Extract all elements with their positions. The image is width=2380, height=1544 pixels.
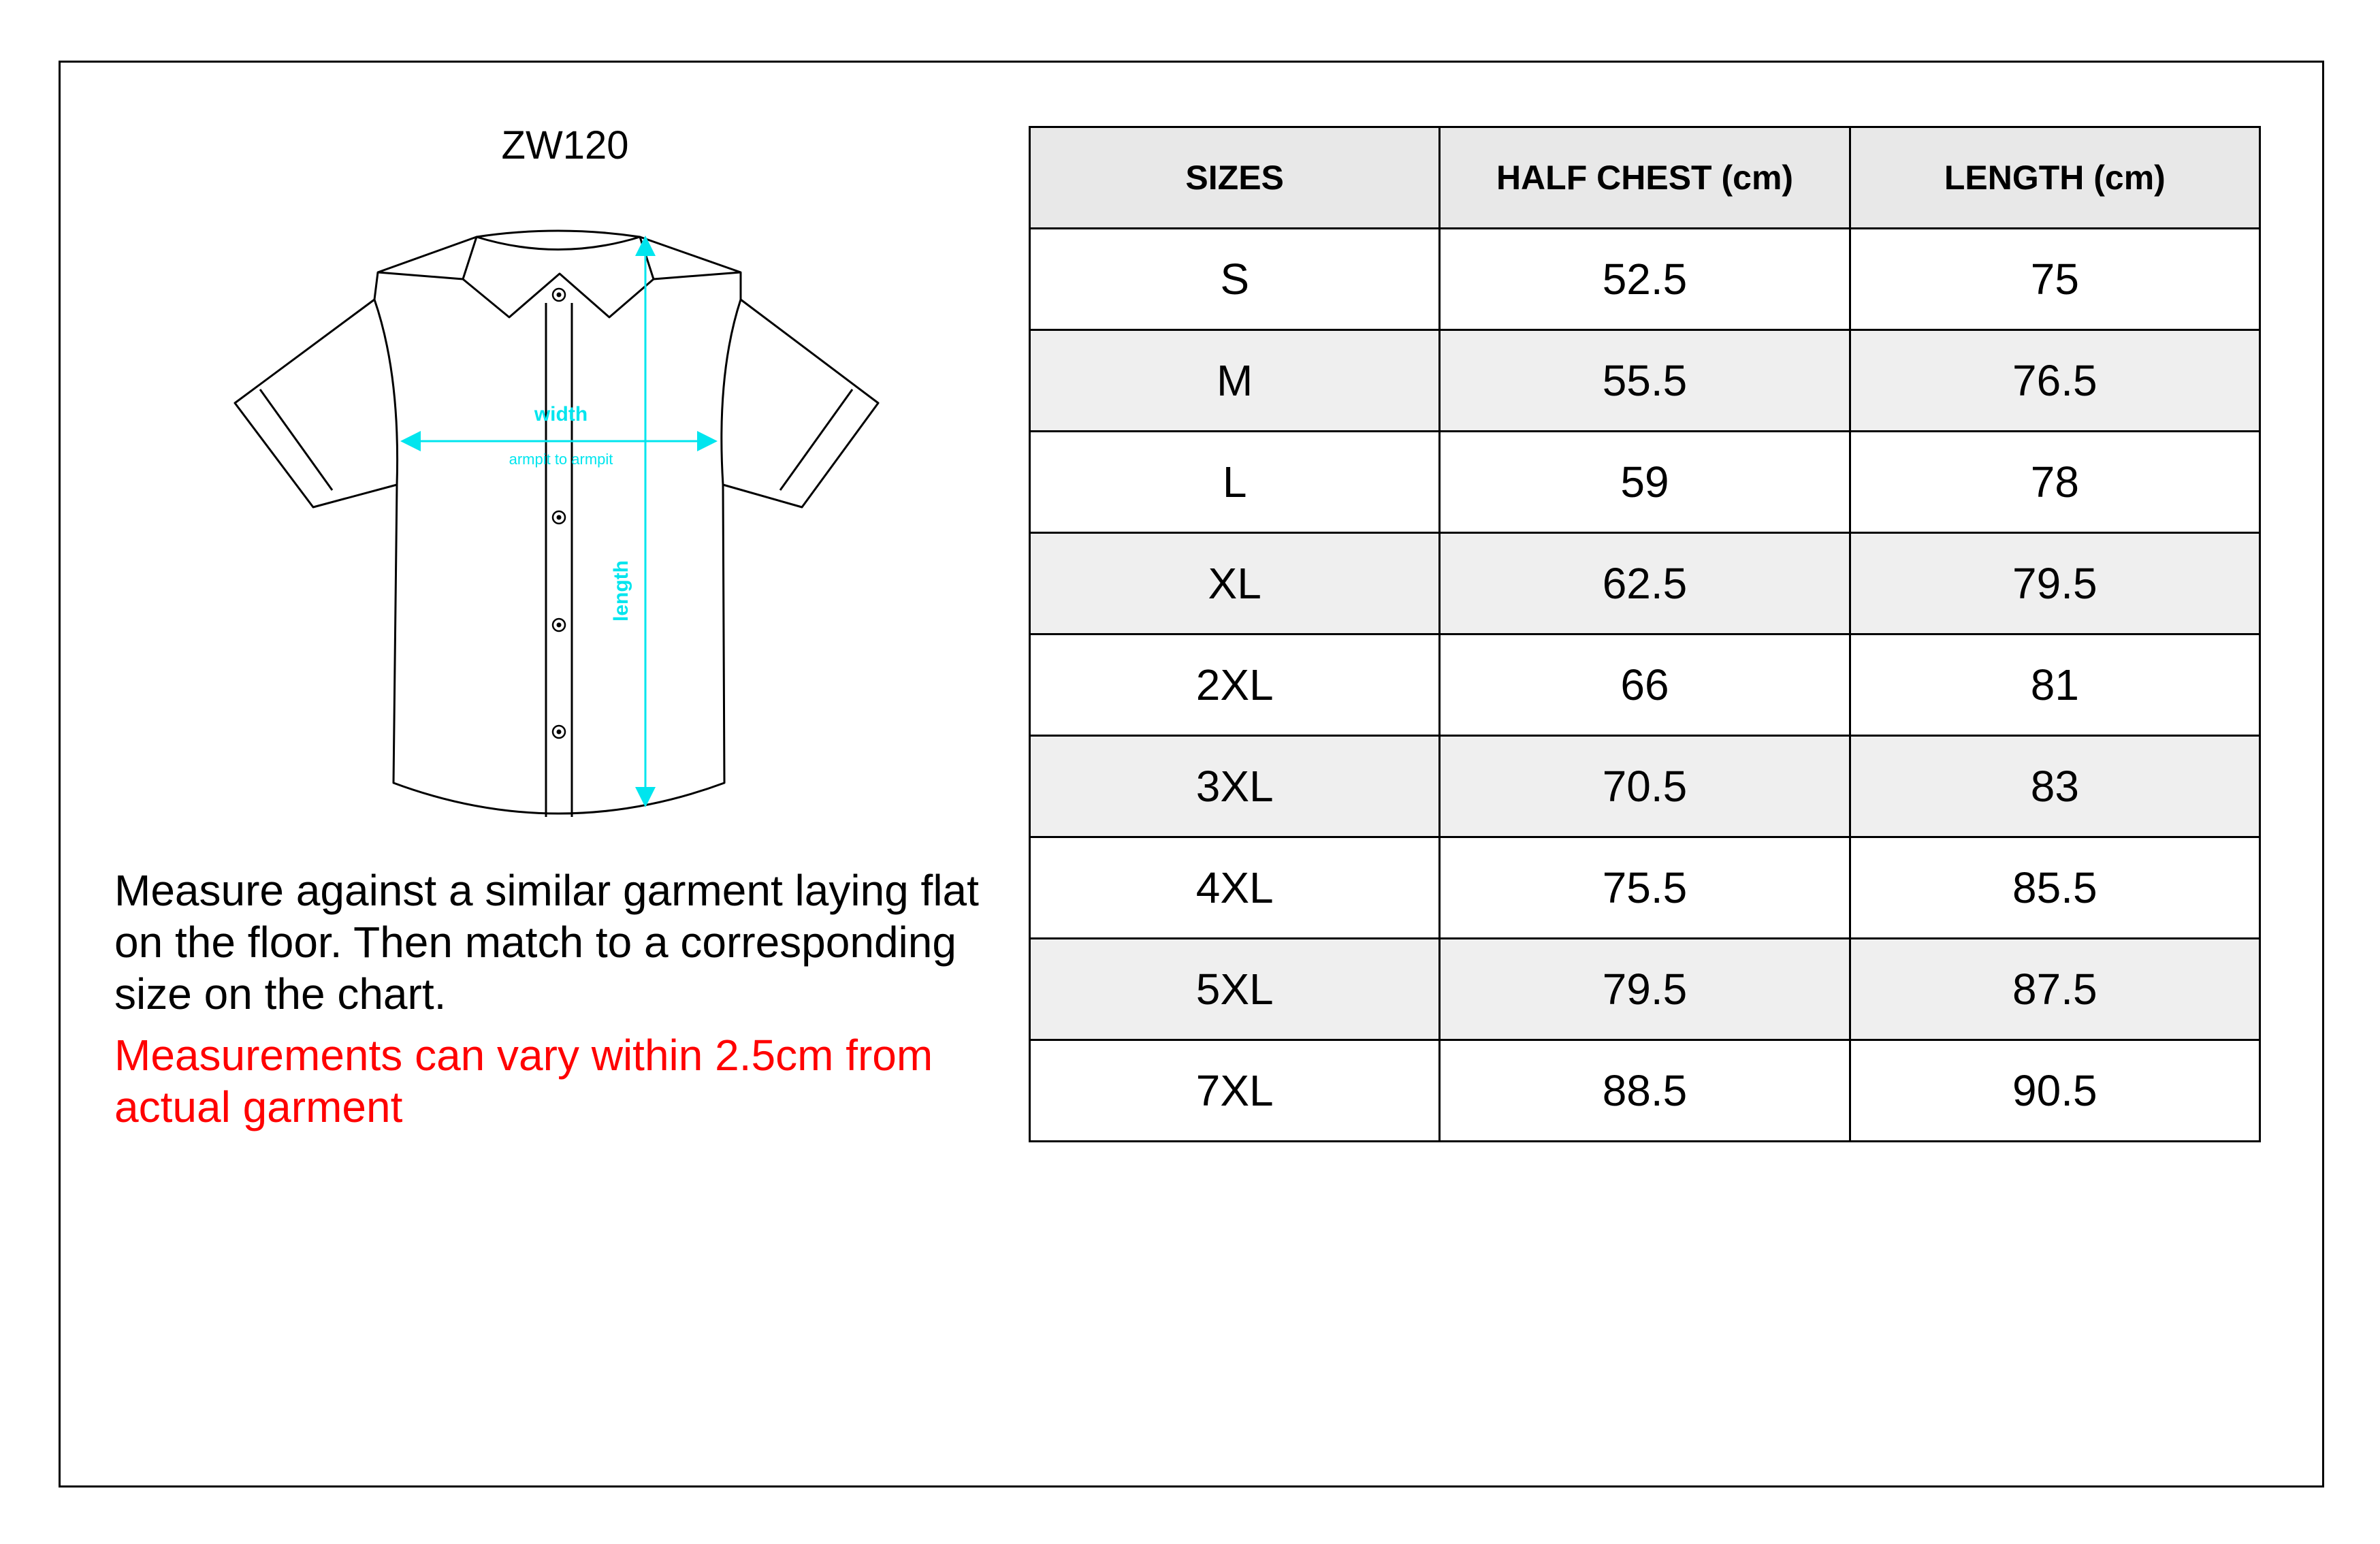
variance-warning: Measurements can vary within 2.5cm from actual garment: [114, 1031, 933, 1131]
length-cell: 87.5: [1850, 939, 2260, 1040]
size-cell: 4XL: [1030, 837, 1440, 939]
half-chest-cell: 59: [1440, 432, 1850, 533]
half-chest-cell: 79.5: [1440, 939, 1850, 1040]
size-cell: L: [1030, 432, 1440, 533]
table-row: [1030, 837, 2260, 939]
half-chest-cell: 88.5: [1440, 1040, 1850, 1142]
table-row: [1030, 1040, 2260, 1142]
table-row: [1030, 634, 2260, 736]
size-cell: 7XL: [1030, 1040, 1440, 1142]
size-cell: 5XL: [1030, 939, 1440, 1040]
product-code: ZW120: [501, 123, 629, 167]
table-row: [1030, 229, 2260, 330]
table-row: [1030, 939, 2260, 1040]
table-header-row: [1030, 127, 2260, 229]
table-row: [1030, 533, 2260, 634]
size-cell: M: [1030, 330, 1440, 432]
size-cell: 3XL: [1030, 736, 1440, 837]
width-label: width: [534, 403, 588, 425]
length-cell: 75: [1850, 229, 2260, 330]
header-sizes: SIZES: [1030, 127, 1440, 229]
length-cell: 81: [1850, 634, 2260, 736]
size-cell: 2XL: [1030, 634, 1440, 736]
length-cell: 90.5: [1850, 1040, 2260, 1142]
size-chart-table: [1029, 126, 2261, 1142]
size-cell: XL: [1030, 533, 1440, 634]
half-chest-cell: 55.5: [1440, 330, 1850, 432]
header-half-chest: HALF CHEST (cm): [1440, 127, 1850, 229]
table-row: [1030, 330, 2260, 432]
header-length: LENGTH (cm): [1850, 127, 2260, 229]
length-label: length: [610, 560, 632, 622]
length-cell: 76.5: [1850, 330, 2260, 432]
half-chest-cell: 62.5: [1440, 533, 1850, 634]
length-cell: 79.5: [1850, 533, 2260, 634]
measure-instructions: Measure against a similar garment laying flat on the floor. Then match to a corresponding size on the chart.: [114, 866, 979, 1018]
table-row: [1030, 432, 2260, 533]
half-chest-cell: 70.5: [1440, 736, 1850, 837]
size-cell: S: [1030, 229, 1440, 330]
shirt-diagram: [231, 197, 899, 851]
table-row: [1030, 736, 2260, 837]
half-chest-cell: 75.5: [1440, 837, 1850, 939]
half-chest-cell: 52.5: [1440, 229, 1850, 330]
half-chest-cell: 66: [1440, 634, 1850, 736]
length-cell: 85.5: [1850, 837, 2260, 939]
length-cell: 83: [1850, 736, 2260, 837]
width-sublabel: armpit to armpit: [509, 451, 613, 468]
length-cell: 78: [1850, 432, 2260, 533]
